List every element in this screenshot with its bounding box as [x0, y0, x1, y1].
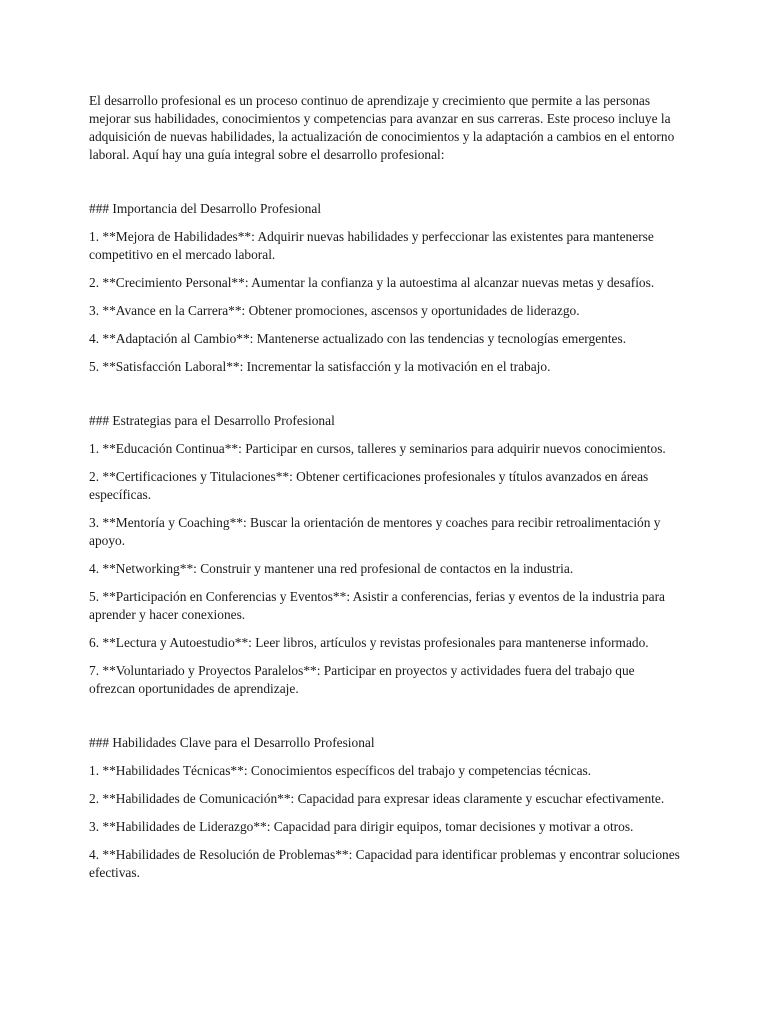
- list-item: 1. **Habilidades Técnicas**: Conocimientos específicos del trabajo y competencias técnicas.: [89, 763, 592, 778]
- section-title: ### Estrategias para el Desarrollo Profesional: [89, 413, 335, 428]
- document-page: [89, 92, 681, 882]
- list-item: 3. **Mentoría y Coaching**: Buscar la orientación de mentores y coaches para recibir retroalimentación y apoyo.: [89, 515, 661, 548]
- list-item: 4. **Habilidades de Resolución de Problemas**: Capacidad para identificar problemas y encontrar soluciones efectivas.: [89, 847, 680, 880]
- list-item: 4. **Networking**: Construir y mantener una red profesional de contactos en la industria.: [89, 561, 574, 576]
- section-habilidades: [89, 734, 681, 882]
- list-item: 1. **Educación Continua**: Participar en cursos, talleres y seminarios para adquirir nuevos conocimientos.: [89, 441, 666, 456]
- section-title: ### Habilidades Clave para el Desarrollo Profesional: [89, 735, 375, 750]
- section-estrategias: [89, 412, 681, 698]
- list-item: 2. **Certificaciones y Titulaciones**: Obtener certificaciones profesionales y títulos avanzados en áreas específicas.: [89, 469, 649, 502]
- list-item: 6. **Lectura y Autoestudio**: Leer libros, artículos y revistas profesionales para mantenerse informado.: [89, 635, 649, 650]
- section-importancia: [89, 200, 681, 376]
- list-item: 4. **Adaptación al Cambio**: Mantenerse actualizado con las tendencias y tecnologías emergentes.: [89, 331, 627, 346]
- list-item: 3. **Avance en la Carrera**: Obtener promociones, ascensos y oportunidades de liderazgo.: [89, 303, 580, 318]
- list-item: 2. **Crecimiento Personal**: Aumentar la confianza y la autoestima al alcanzar nuevas metas y desafíos.: [89, 275, 655, 290]
- list-item: 5. **Satisfacción Laboral**: Incrementar la satisfacción y la motivación en el trabajo.: [89, 359, 551, 374]
- list-item: 3. **Habilidades de Liderazgo**: Capacidad para dirigir equipos, tomar decisiones y motivar a otros.: [89, 819, 634, 834]
- list-item: 7. **Voluntariado y Proyectos Paralelos**: Participar en proyectos y actividades fuera del trabajo que ofrezcan oportunidades de aprendizaje.: [89, 663, 635, 696]
- list-item: 5. **Participación en Conferencias y Eventos**: Asistir a conferencias, ferias y eventos de la industria para aprender y hacer conexiones.: [89, 589, 665, 622]
- list-item: 1. **Mejora de Habilidades**: Adquirir nuevas habilidades y perfeccionar las existentes para mantenerse competitivo en el mercado laboral.: [89, 229, 654, 262]
- list-item: 2. **Habilidades de Comunicación**: Capacidad para expresar ideas claramente y escuchar efectivamente.: [89, 791, 665, 806]
- section-title: ### Importancia del Desarrollo Profesional: [89, 201, 322, 216]
- intro-paragraph: El desarrollo profesional es un proceso continuo de aprendizaje y crecimiento que permite a las personas mejorar sus habilidades, conocimientos y competencias para avanzar en sus carreras. Este proceso incluye la adquisición de nuevas habilidades, la actualización de conocimientos y la adaptación a cambios en el entorno laboral. Aquí hay una guía integral sobre el desarrollo profesional:: [89, 93, 675, 162]
